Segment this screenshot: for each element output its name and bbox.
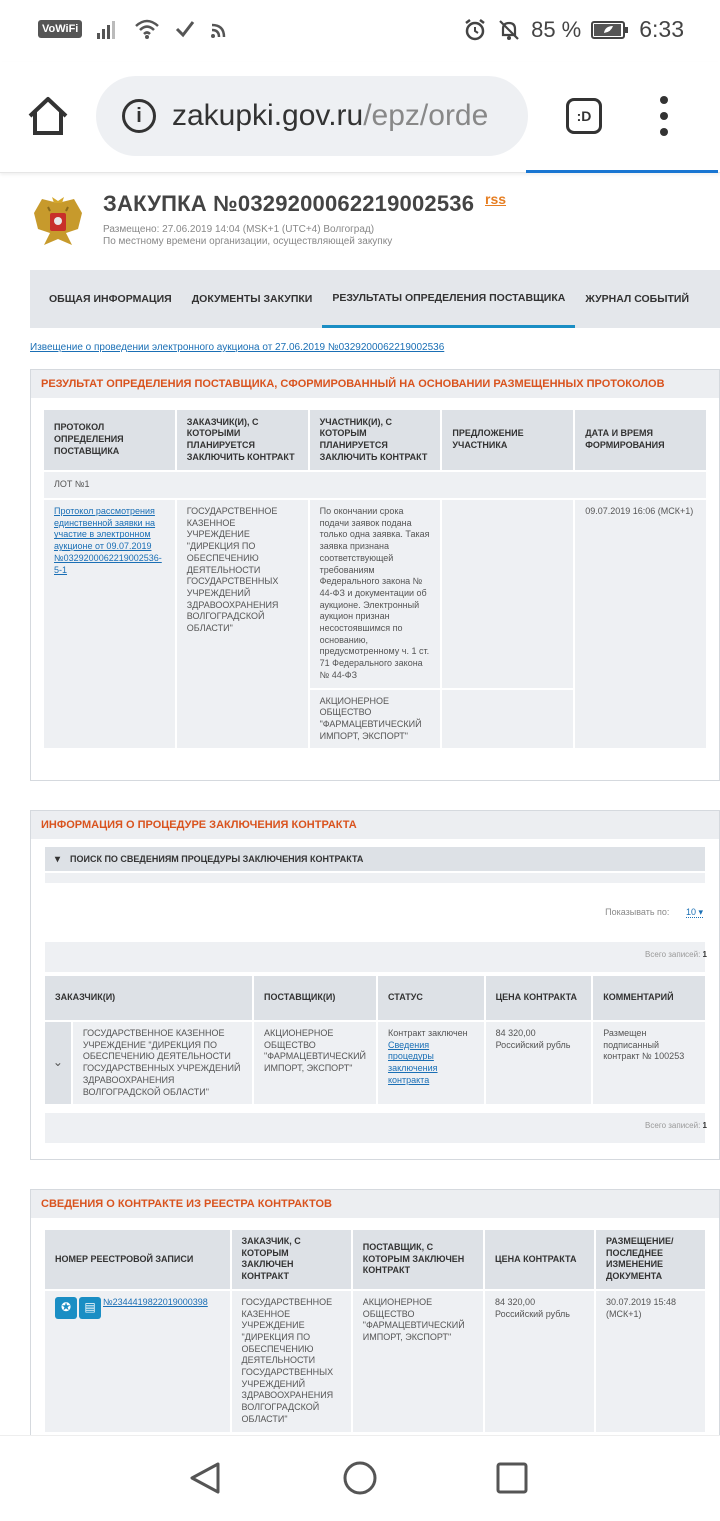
col-header: ПРОТОКОЛ ОПРЕДЕЛЕНИЯ ПОСТАВЩИКА xyxy=(44,410,175,470)
browser-toolbar xyxy=(0,62,720,173)
offer-cell-empty xyxy=(442,690,573,749)
mute-icon xyxy=(497,18,521,42)
battery-icon xyxy=(591,19,629,41)
protocol-cell xyxy=(44,500,175,748)
col-header: СТАТУС xyxy=(378,976,484,1020)
chevron-down-icon: ▾ xyxy=(55,853,61,865)
chevron-down-icon: ▾ xyxy=(698,907,703,917)
overflow-menu-icon[interactable] xyxy=(654,96,674,136)
price-cell: 84 320,00 Российский рубль xyxy=(485,1291,594,1432)
battery-percent: 85 % xyxy=(531,16,582,42)
col-header: ДАТА И ВРЕМЯ ФОРМИРОВАНИЯ xyxy=(575,410,706,470)
lot-label: ЛОТ №1 xyxy=(44,472,706,498)
col-header: ПОСТАВЩИК(И) xyxy=(254,976,376,1020)
col-header: УЧАСТНИК(И), С КОТОРЫМ ПЛАНИРУЕТСЯ ЗАКЛЮЧИТЬ КОНТРАКТ xyxy=(310,410,441,470)
price-cell: 84 320,00 Российский рубль xyxy=(486,1022,592,1104)
wifi-icon xyxy=(134,18,160,40)
status-cell: Контракт заключен Сведения процедуры заключения контракта xyxy=(378,1022,484,1104)
award-icon[interactable]: ✪ xyxy=(55,1297,77,1319)
col-header: КОММЕНТАРИЙ xyxy=(593,976,705,1020)
status-bar xyxy=(0,0,720,62)
home-icon[interactable] xyxy=(26,94,70,138)
info-icon[interactable]: i xyxy=(122,99,156,133)
supplier-cell: АКЦИОНЕРНОЕ ОБЩЕСТВО "ФАРМАЦЕВТИЧЕСКИЙ ИМПОРТ, ЭКСПОРТ" xyxy=(254,1022,376,1104)
col-header: ПОСТАВЩИК, С КОТОРЫМ ЗАКЛЮЧЕН КОНТРАКТ xyxy=(353,1230,483,1289)
col-header: ЦЕНА КОНТРАКТА xyxy=(486,976,592,1020)
home-nav-icon[interactable] xyxy=(340,1458,380,1498)
col-header: ЦЕНА КОНТРАКТА xyxy=(485,1230,594,1289)
result-table xyxy=(42,408,708,750)
page-size-select[interactable]: 10 ▾ xyxy=(685,907,703,917)
total-records: Всего записей: 1 xyxy=(645,950,707,959)
customer-cell: ГОСУДАРСТВЕННОЕ КАЗЕННОЕ УЧРЕЖДЕНИЕ "ДИРЕКЦИЯ ПО ОБЕСПЕЧЕНИЮ ДЕЯТЕЛЬНОСТИ ГОСУДАРСТВЕННЫХ УЧРЕЖДЕНИЙ ЗДРАВООХРАНЕНИЯ ВОЛГОГРАДСКОЙ ОБЛАСТИ" xyxy=(177,500,308,748)
supplier-cell: АКЦИОНЕРНОЕ ОБЩЕСТВО "ФАРМАЦЕВТИЧЕСКИЙ ИМПОРТ, ЭКСПОРТ" xyxy=(353,1291,483,1432)
customer-cell: ГОСУДАРСТВЕННОЕ КАЗЕННОЕ УЧРЕЖДЕНИЕ "ДИРЕКЦИЯ ПО ОБЕСПЕЧЕНИЮ ДЕЯТЕЛЬНОСТИ ГОСУДАРСТВЕННЫХ УЧРЕЖДЕНИЙ ЗДРАВООХРАНЕНИЯ ВОЛГОГРАДСКОЙ ОБЛАСТИ" xyxy=(232,1291,351,1432)
chevron-down-icon: ⌄ xyxy=(52,1054,63,1069)
section-title: СВЕДЕНИЯ О КОНТРАКТЕ ИЗ РЕЕСТРА КОНТРАКТОВ xyxy=(31,1190,719,1218)
protocol-link[interactable]: Протокол рассмотрения единственной заявки на участие в электронном аукционе от 09.07.2019 №0329200062219002536-5-1 xyxy=(54,506,162,575)
total-records-bottom: Всего записей: 1 xyxy=(645,1121,707,1130)
page-title: ЗАКУПКА №0329200062219002536 xyxy=(103,191,475,216)
posted-info: Размещено: 27.06.2019 14:04 (MSK+1 (UTC+4) Волгоград) По местному времени организации, осуществляющей закупку xyxy=(103,224,393,247)
system-nav-bar xyxy=(0,1435,720,1521)
total-bar-bottom xyxy=(45,1113,705,1143)
participant-note-cell: По окончании срока подачи заявок подана только одна заявка. Такая заявка признана соответствующей требованиям Федерального закона № 44-ФЗ и документации об аукционе. Электронный аукцион признан несостоявшимся по основанию, предусмотренному ч. 1 ст. 71 Федерального закона № 44-ФЗ xyxy=(310,500,441,688)
col-header: РАЗМЕЩЕНИЕ/ ПОСЛЕДНЕЕ ИЗМЕНЕНИЕ ДОКУМЕНТА xyxy=(596,1230,705,1289)
search-toggle[interactable]: ▾ ПОИСК ПО СВЕДЕНИЯМ ПРОЦЕДУРЫ ЗАКЛЮЧЕНИЯ КОНТРАКТА xyxy=(45,847,705,871)
contract-procedure-table xyxy=(43,974,707,1106)
col-header: ЗАКАЗЧИК(И) xyxy=(45,976,252,1020)
tab-switcher-button[interactable]: :D xyxy=(566,98,602,134)
contract-registry-section xyxy=(30,1189,720,1435)
datetime-cell: 09.07.2019 16:06 (МСК+1) xyxy=(575,500,706,748)
check-notification-icon xyxy=(174,18,196,40)
registry-number-cell xyxy=(45,1291,230,1432)
tab-documents[interactable]: ДОКУМЕНТЫ ЗАКУПКИ xyxy=(191,293,313,305)
col-header: ЗАКАЗЧИК, С КОТОРЫМ ЗАКЛЮЧЕН КОНТРАКТ xyxy=(232,1230,351,1289)
procedure-details-link[interactable]: Сведения процедуры заключения контракта xyxy=(388,1039,438,1085)
contract-procedure-section xyxy=(30,810,720,1160)
date-cell: 30.07.2019 15:48 (МСК+1) xyxy=(596,1291,705,1432)
clock: 6:33 xyxy=(639,16,684,42)
signal-icon xyxy=(96,18,120,40)
notice-link[interactable]: Извещение о проведении электронного аукциона от 27.06.2019 №0329200062219002536 xyxy=(30,342,445,353)
comment-cell: Размещен подписанный контракт № 100253 xyxy=(593,1022,705,1104)
table-row xyxy=(45,1291,705,1432)
col-header: НОМЕР РЕЕСТРОВОЙ ЗАПИСИ xyxy=(45,1230,230,1289)
cast-icon xyxy=(210,19,230,39)
section-title: РЕЗУЛЬТАТ ОПРЕДЕЛЕНИЯ ПОСТАВЩИКА, СФОРМИРОВАННЫЙ НА ОСНОВАНИИ РАЗМЕЩЕННЫХ ПРОТОКОЛОВ xyxy=(31,370,719,398)
expand-row-button[interactable] xyxy=(45,1022,71,1104)
procurement-tabs xyxy=(30,270,720,328)
tab-supplier-results[interactable]: РЕЗУЛЬТАТЫ ОПРЕДЕЛЕНИЯ ПОСТАВЩИКА xyxy=(322,270,575,328)
participant-cell: АКЦИОНЕРНОЕ ОБЩЕСТВО "ФАРМАЦЕВТИЧЕСКИЙ ИМПОРТ, ЭКСПОРТ" xyxy=(310,690,441,749)
address-bar[interactable] xyxy=(96,76,528,156)
page-size-control: Показывать по: 10 ▾ xyxy=(605,907,703,917)
vowifi-icon: VoWiFi xyxy=(38,20,82,38)
customer-cell: ГОСУДАРСТВЕННОЕ КАЗЕННОЕ УЧРЕЖДЕНИЕ "ДИРЕКЦИЯ ПО ОБЕСПЕЧЕНИЮ ДЕЯТЕЛЬНОСТИ ГОСУДАРСТВЕННЫХ УЧРЕЖДЕНИЙ ЗДРАВООХРАНЕНИЯ ВОЛГОГРАДСКОЙ ОБЛАСТИ" xyxy=(73,1022,252,1104)
registry-number-link[interactable]: №2344419822019000398 xyxy=(103,1296,208,1307)
russian-emblem-logo xyxy=(30,195,86,255)
section-title: ИНФОРМАЦИЯ О ПРОЦЕДУРЕ ЗАКЛЮЧЕНИЯ КОНТРАКТА xyxy=(31,811,719,839)
search-panel xyxy=(45,873,705,883)
col-header: ЗАКАЗЧИК(И), С КОТОРЫМИ ПЛАНИРУЕТСЯ ЗАКЛЮЧИТЬ КОНТРАКТ xyxy=(177,410,308,470)
table-row xyxy=(45,1022,705,1104)
rss-link[interactable]: rss xyxy=(485,191,507,207)
tab-general-info[interactable]: ОБЩАЯ ИНФОРМАЦИЯ xyxy=(49,293,172,305)
result-section xyxy=(30,369,720,781)
alarm-icon xyxy=(463,18,487,42)
url-text[interactable]: zakupki.gov.ru/epz/orde xyxy=(172,99,489,132)
registry-table xyxy=(43,1228,707,1434)
print-icon[interactable]: ▤ xyxy=(79,1297,101,1319)
page-content xyxy=(0,173,720,1435)
recents-icon[interactable] xyxy=(492,1458,532,1498)
col-header: ПРЕДЛОЖЕНИЕ УЧАСТНИКА xyxy=(442,410,573,470)
back-icon[interactable] xyxy=(186,1458,226,1498)
offer-cell xyxy=(442,500,573,688)
tab-event-log[interactable]: ЖУРНАЛ СОБЫТИЙ xyxy=(585,293,690,305)
total-bar-top xyxy=(45,942,705,972)
